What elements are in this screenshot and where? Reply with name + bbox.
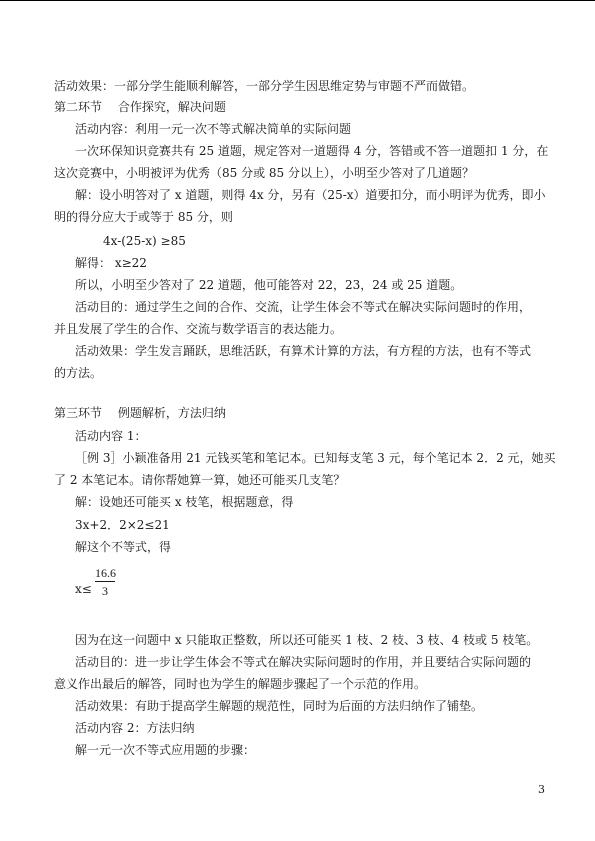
text-line: 并且发展了学生的合作、交流与数学语言的表达能力。 — [54, 322, 343, 336]
text-line: 解一元一次不等式应用题的步骤： — [75, 743, 256, 757]
text-line: 了 2 本笔记本。请你帮她算一算，她还可能买几支笔？ — [54, 473, 346, 487]
text-line: 活动内容 1： — [75, 429, 147, 443]
text-line: 活动效果：有助于提高学生解题的规范性，同时为后面的方法归纳作了铺垫。 — [75, 699, 484, 713]
text-line: 活动效果：一部分学生能顺利解答，一部分学生因思维定势与审题不严而做错。 — [54, 79, 475, 93]
text-line: ［例 3］小颖准备用 21 元钱买笔和笔记本。已知每支笔 3 元，每个笔记本 2．2 元，她买 — [75, 451, 556, 465]
fraction-numerator: 16.6 — [95, 566, 116, 580]
text-line: 活动内容 2：方法归纳 — [75, 721, 195, 735]
text-line: 活动目的：通过学生之间的合作、交流，让学生体会不等式在解决实际问题时的作用， — [75, 300, 532, 314]
math-line: 3x+2．2×2≤21 — [75, 518, 170, 532]
section-heading: 第三环节 例题解析，方法归纳 — [54, 406, 226, 420]
text-line: 这次竞赛中，小明被评为优秀（85 分或 85 分以上），小明至少答对了几道题？ — [54, 166, 474, 180]
fraction-prefix: x≤ — [75, 582, 92, 596]
text-line: 解：设小明答对了 x 道题，则得 4x 分，另有（25-x）道要扣分，而小明评为优秀，即小 — [75, 188, 546, 202]
fraction — [95, 566, 115, 598]
text-line: 明的得分应大于或等于 85 分，则 — [54, 210, 233, 224]
text-line: 活动目的：进一步让学生体会不等式在解决实际问题时的作用，并且要结合实际问题的 — [75, 655, 532, 669]
text-line: 意义作出最后的解答，同时也为学生的解题步骤起了一个示范的作用。 — [54, 677, 427, 691]
section-heading: 第二环节 合作探究，解决问题 — [54, 100, 226, 114]
text-line: 活动内容：利用一元一次不等式解决简单的实际问题 — [75, 122, 352, 136]
text-line: 的方法。 — [54, 366, 103, 380]
text-line: 一次环保知识竞赛共有 25 道题，规定答对一道题得 4 分，答错或不答一道题扣 1 分，在 — [75, 144, 549, 158]
text-line: 解这个不等式，得 — [75, 540, 172, 554]
fraction-denominator: 3 — [102, 584, 108, 598]
math-line: 解得： x≥22 — [75, 256, 147, 270]
text-line: 因为在这一问题中 x 只能取正整数，所以还可能买 1 枝、2 枝、3 枝、4 枝或 5 枝笔。 — [75, 633, 539, 647]
text-line: 解：设她还可能买 x 枝笔，根据题意，得 — [75, 495, 294, 509]
page-number: 3 — [538, 783, 545, 796]
text-line: 所以，小明至少答对了 22 道题，他可能答对 22，23，24 或 25 道题。 — [75, 278, 463, 292]
fraction-bar — [95, 581, 115, 582]
math-line: 4x-(25-x) ≥85 — [103, 234, 186, 248]
header-rule — [0, 0, 595, 1]
text-line: 活动效果：学生发言踊跃，思维活跃，有算术计算的方法，有方程的方法，也有不等式 — [75, 344, 532, 358]
